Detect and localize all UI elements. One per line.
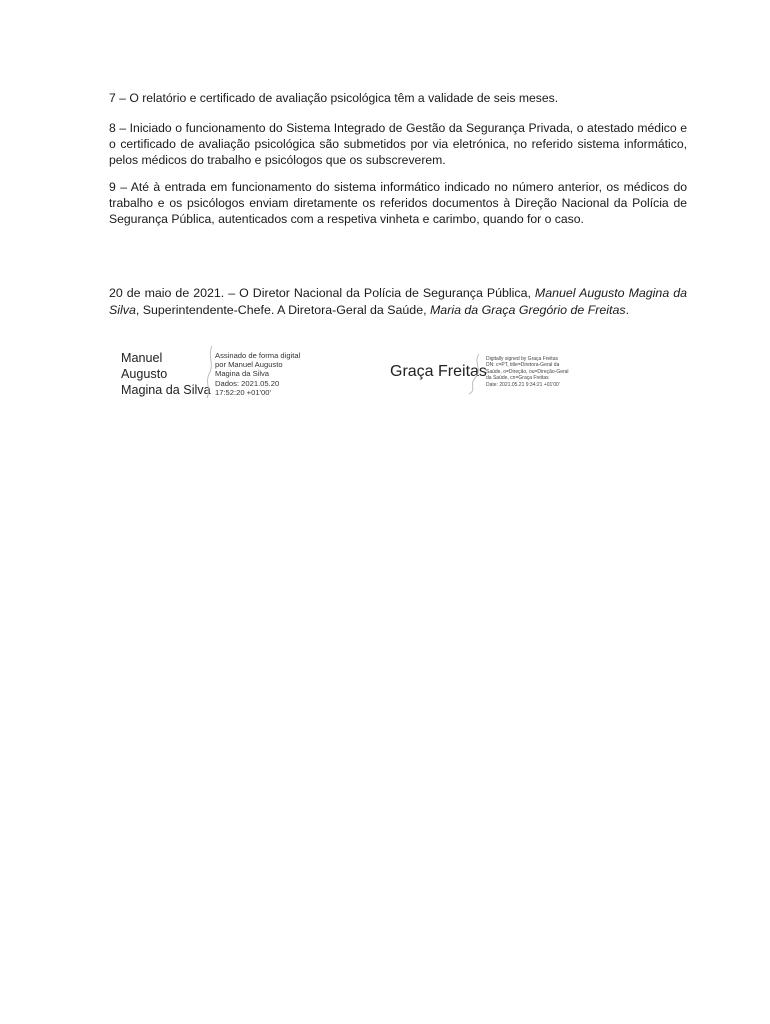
signature-2-detail-line: Saúde, o=Direção, ou=Direção-Geral bbox=[486, 368, 569, 375]
signer-2-name: Maria da Graça Gregório de Freitas bbox=[429, 303, 626, 317]
signature-1-name-line: Augusto bbox=[121, 367, 168, 381]
signature-1-detail-line: por Manuel Augusto bbox=[215, 360, 283, 370]
signature-1-detail-line: Dados: 2021.05.20 bbox=[215, 378, 280, 388]
date-middle: , Superintendente-Chefe. A Diretora-Geral da Saúde, bbox=[135, 303, 430, 317]
signature-1-detail-line: 17:52:20 +01'00' bbox=[215, 387, 271, 397]
signature-2-details bbox=[486, 356, 596, 388]
signature-2-detail-line: Date: 2021.05.21 9:34:21 +01'00' bbox=[486, 381, 560, 388]
date-suffix: . bbox=[625, 303, 630, 317]
digital-signature-1 bbox=[121, 350, 321, 402]
signature-1-name-line: Magina da Silva bbox=[121, 383, 211, 397]
signer-1-name: Manuel Augusto Magina da Silva bbox=[109, 286, 687, 317]
signature-2-detail-line: da Saúde, cn=Graça Freitas bbox=[486, 375, 549, 382]
signature-1-name-line: Manuel bbox=[121, 351, 163, 365]
signature-1-details bbox=[215, 351, 315, 397]
signature-1-detail-line: Magina da Silva bbox=[215, 369, 270, 379]
signature-2-flourish-icon bbox=[465, 352, 485, 396]
digital-signature-2 bbox=[390, 352, 600, 396]
paragraph-9: 9 – Até à entrada em funcionamento do sistema informático indicado no número anterior, os médicos do trabalho e os psicólogos enviam diretamente os referidos documentos à Direção Nacional da Polícia de Segurança Pública, autenticados com a respetiva vinheta e carimbo, quando for o caso. bbox=[109, 180, 687, 227]
paragraph-8: 8 – Iniciado o funcionamento do Sistema Integrado de Gestão da Segurança Privada, o atestado médico e o certificado de avaliação psicológica são submetidos por via eletrónica, no referido sistema informático, pelos médicos do trabalho e psicólogos que os subscreverem. bbox=[109, 121, 687, 168]
signature-2-detail-line: DN: c=PT, title=Diretora-Geral da bbox=[486, 362, 560, 369]
date-prefix: 20 de maio de 2021. – O Diretor Nacional da Polícia de Segurança Pública, bbox=[109, 286, 535, 300]
signature-1-detail-line: Assinado de forma digital bbox=[215, 351, 301, 360]
signature-1-name bbox=[121, 350, 216, 398]
signature-2-name: Graça Freitas bbox=[390, 363, 487, 380]
signature-2-detail-line: Digitally signed by Graça Freitas bbox=[486, 356, 558, 362]
paragraph-7: 7 – O relatório e certificado de avaliação psicológica têm a validade de seis meses. bbox=[109, 91, 559, 105]
dated-signature-paragraph bbox=[109, 285, 687, 319]
